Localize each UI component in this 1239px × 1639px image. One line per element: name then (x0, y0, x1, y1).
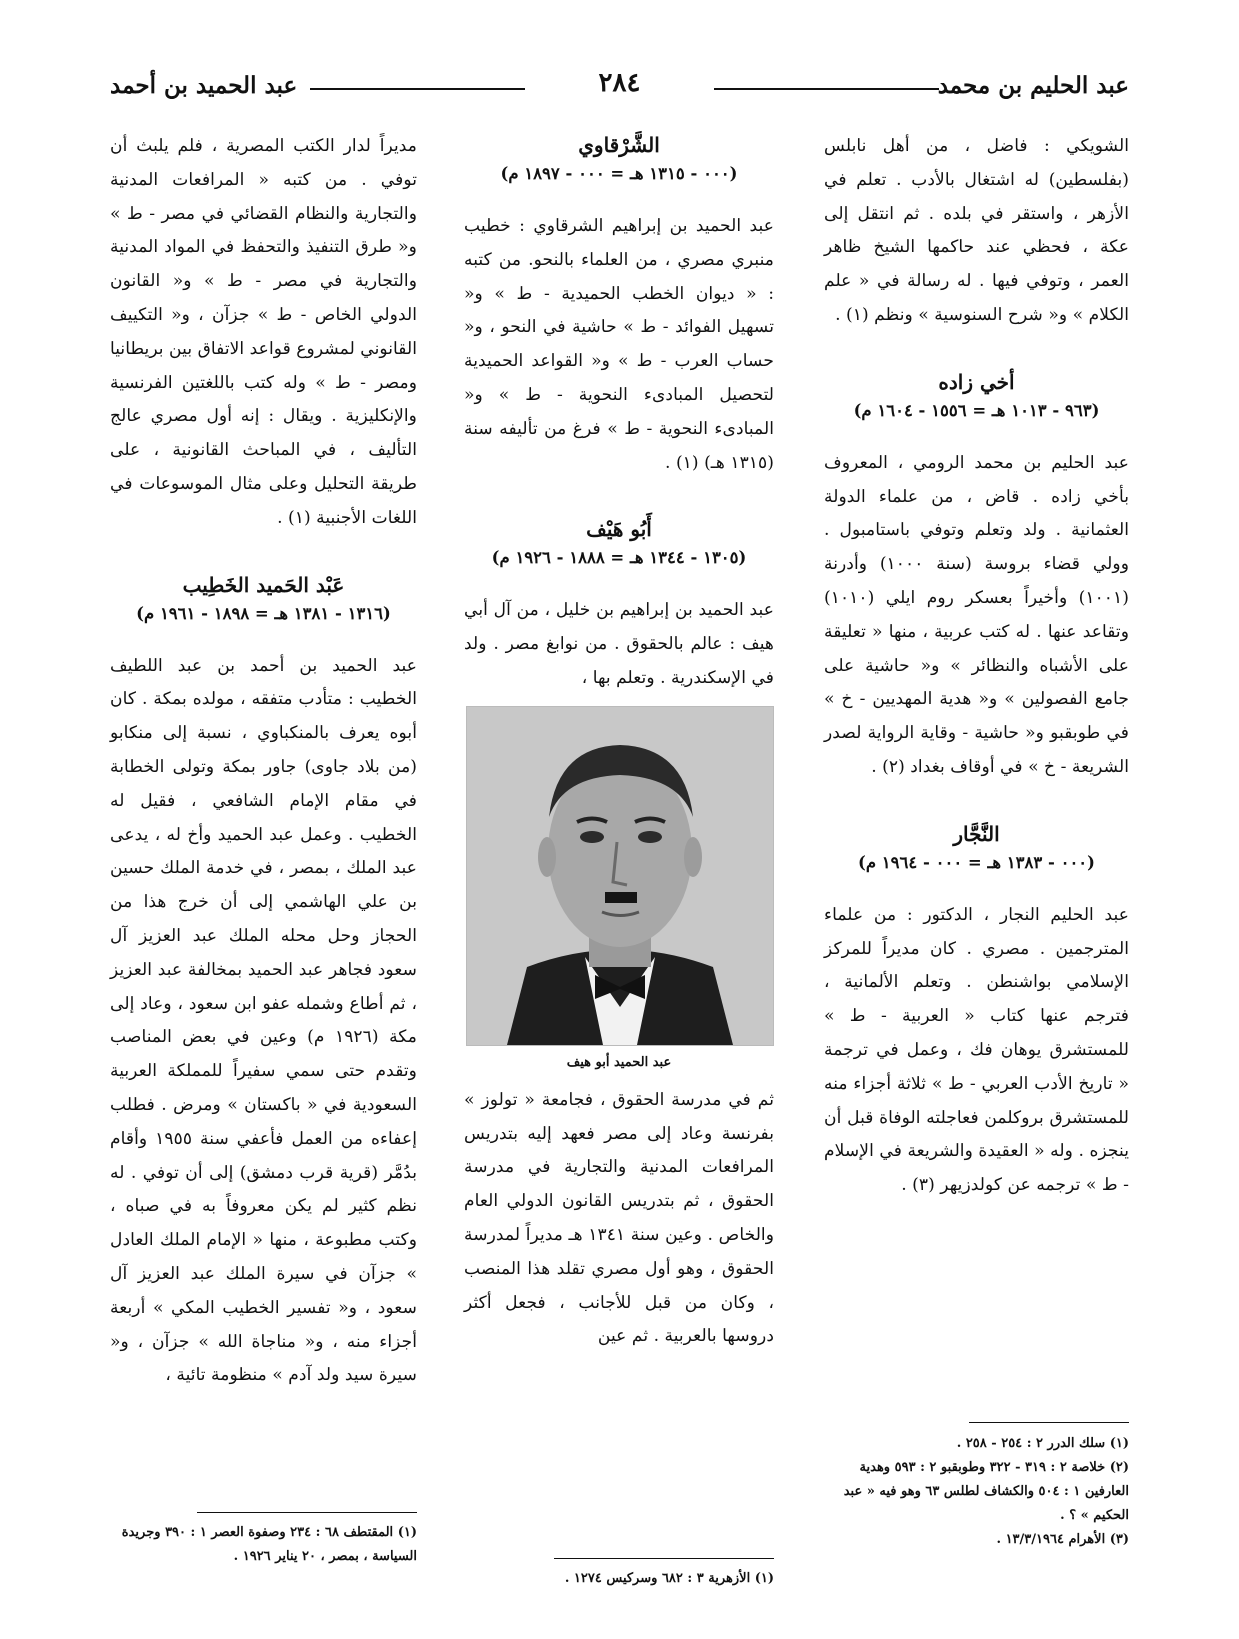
entry-dates-khatib: (١٣١٦ - ١٣٨١ هـ = ١٨٩٨ - ١٩٦١ م) (136, 603, 391, 623)
footnote-1: (١) سلك الدرر ٢ : ٢٥٤ - ٢٥٨ . (956, 1436, 1129, 1451)
entry-title-abu-haif: أَبُو هَيْف (586, 517, 652, 542)
portrait-illustration (467, 707, 773, 1045)
entry-title-najjar: النَّجَّار (953, 821, 1000, 846)
entry-text-khatib: عبد الحميد بن أحمد بن عبد اللطيف الخطيب : متأدب متفقه ، مولده بمكة . كان أبوه يعرف بالمنكباوي ، نسبة إلى منكابو (من بلاد جاوى) جاور بمكة وتولى الخطابة في مقام الإمام الشافعي ، فقيل له الخطيب . وعمل عبد الحميد وأخ له ، يدعى عبد الملك ، بمصر ، في خدمة الملك حسين بن علي الهاشمي إلى أن خرج هذا من الحجاز وحل محله الملك عبد العزيز آل سعود فجاهر عبد الحميد بمخالفة عبد العزيز ، ثم أطاع وشمله عفو ابن سعود ، وعاد إلى مكة (١٩٢٦ م) وعين في بعض المناصب وتقدم حتى سمي سفيراً للمملكة العربية السعودية في « باكستان » ومرض . فطلب إعفاءه من العمل فأعفي سنة ١٩٥٥ وأقام بدُمَّر (قرية قرب دمشق) إلى أن توفي . له نظم كثير لم يكن معروفاً به في صباه ، وكتب مطبوعة ، منها « الإمام الملك العادل » جزآن في سيرة الملك عبد العزيز آل سعود ، و« تفسير الخطيب المكي » أربعة أجزاء منه ، و« مناجاة الله » جزآن ، و« سيرة سيد ولد آدم » منظومة تائية ، (110, 655, 417, 1386)
footnote-middle-1: (١) الأزهرية ٣ : ٦٨٢ وسركيس ١٢٧٤ . (564, 1571, 774, 1586)
entry-text-akhi-zadeh: عبد الحليم بن محمد الرومي ، المعروف بأخي زاده . قاض ، من علماء الدولة العثمانية . ولد وتعلم وتوفي باستامبول . وولي قضاء بروسة (سنة ١٠٠٠) وأدرنة (١٠٠١) وأخيراً بعسكر روم ايلي (١٠١٠) وتقاعد عنها . له كتب عربية ، منها « تعليقة على الأشباه والنظائر » و« حاشية على جامع الفصولين » و« هدية المهديين - خ » في طوبقبو و« حاشية - وقاية الرواية لصدر الشريعة - خ » في أوقاف بغداد (٢) . (824, 452, 1129, 777)
footnote-rule-middle (554, 1558, 774, 1559)
footnote-2: (٢) خلاصة ٢ : ٣١٩ - ٣٢٢ وطوبقبو ٢ : ٥٩٣ وهدية العارفين ١ : ٥٠٤ والكشاف لطلس ٦٣ وهو فيه « عبد الحكيم » ؟ . (843, 1460, 1129, 1523)
footnote-left-1: (١) المقتطف ٦٨ : ٢٣٤ وصفوة العصر ١ : ٣٩٠ وجريدة السياسة ، بمصر ، ٢٠ يناير ١٩٢٦ . (121, 1525, 417, 1564)
footnotes-middle (464, 1567, 774, 1591)
entry-title-khatib: عَبْد الحَميد الخَطِيب (182, 572, 345, 597)
entry-dates-abu-haif: (١٣٠٥ - ١٣٤٤ هـ = ١٨٨٨ - ١٩٢٦ م) (491, 548, 747, 568)
entry-text-najjar: عبد الحليم النجار ، الدكتور : من علماء المترجمين . مصري . كان مديراً للمركز الإسلامي بواشنطن . وتعلم الألمانية ، فترجم عنها كتاب « العربية - ط » للمستشرق يوهان فك ، وعمل في ترجمة « تاريخ الأدب العربي - ط » ثلاثة أجزاء منه للمستشرق بروكلمن فعاجلته الوفاة قبل أن ينجزه . وله « العقيدة والشريعة في الإسلام - ط » ترجمه عن كولدزيهر (٣) . (824, 904, 1129, 1196)
entry-title-akhi-zadeh: أخي زاده (938, 369, 1015, 394)
entry-text-abu-haif-part2: ثم في مدرسة الحقوق ، فجامعة « تولوز » بفرنسة وعاد إلى مصر فعهد إليه بتدريس المرافعات المدنية والتجارية في مدرسة الحقوق ، ثم بتدريس القانون الدولي العام والخاص . وعين سنة ١٣٤١ هـ مديراً لمدرسة الحقوق ، وهو أول مصري تقلد هذا المنصب ، وكان من قبل للأجانب ، فجعل أكثر دروسها بالعربية . ثم عين (464, 1089, 775, 1347)
portrait-photo (466, 706, 774, 1046)
footnote-rule-left (197, 1512, 417, 1513)
footnotes-right (819, 1432, 1129, 1552)
footnote-rule-right (969, 1422, 1129, 1423)
column-left (110, 130, 417, 1393)
column-middle (464, 130, 774, 1354)
footnotes-left (107, 1521, 417, 1569)
column-right (824, 130, 1129, 1203)
header-right-title: عبد الحليم بن محمد (937, 72, 1129, 99)
running-header (110, 68, 1129, 112)
entry-dates-akhi-zadeh: (٩٦٣ - ١٠١٣ هـ = ١٥٥٦ - ١٦٠٤ م) (853, 400, 1100, 420)
entry-continuation-text: الشويكي : فاضل ، من أهل نابلس (بفلسطين) له اشتغال بالأدب . تعلم في الأزهر ، واستقر في بلده . ثم انتقل إلى عكة ، فحظي عند حاكمها الشيخ ظاهر العمر ، وتوفي فيها . له رسالة في « علم الكلام » و« شرح السنوسية » ونظم (١) . (824, 136, 1129, 325)
header-rule-left (310, 88, 525, 90)
header-left-title: عبد الحميد بن أحمد (110, 72, 298, 99)
footnote-3: (٣) الأهرام ١٣/٣/١٩٦٤ . (996, 1532, 1129, 1547)
header-rule-right (714, 88, 939, 90)
entry-text-abu-haif-part1: عبد الحميد بن إبراهيم بن خليل ، من آل أبي هيف : عالم بالحقوق . من نوابغ مصر . ولد في الإسكندرية . وتعلم بها ، (464, 600, 774, 688)
entry-dates-najjar: (٠٠٠ - ١٣٨٣ هـ = ٠٠٠ - ١٩٦٤ م) (858, 852, 1095, 872)
portrait-caption: عبد الحميد أبو هيف (566, 1054, 672, 1070)
entry-text-sharqawi: عبد الحميد بن إبراهيم الشرقاوي : خطيب منبري مصري ، من العلماء بالنحو. من كتبه : « ديوان الخطب الحميدية - ط » و« تسهيل الفوائد - ط » حاشية في النحو ، و« حساب العرب - ط » و« القواعد الحميدية لتحصيل المبادىء النحوية - ط » و« المبادىء النحوية - ط » فرغ من تأليفه سنة (١٣١٥ هـ) (١) . (464, 216, 774, 473)
entry-title-sharqawi: الشَّرْقاوي (578, 133, 660, 157)
entry-dates-sharqawi: (٠٠٠ - ١٣١٥ هـ = ٠٠٠ - ١٨٩٧ م) (500, 164, 738, 183)
page-number: ٢٨٤ (587, 68, 653, 98)
entry-continuation-abu-haif: مديراً لدار الكتب المصرية ، فلم يلبث أن توفي . من كتبه « المرافعات المدنية والتجارية والنظام القضائي في مصر - ط » و« طرق التنفيذ والتحفظ في المواد المدنية والتجارية في مصر - ط » و« القانون الدولي الخاص - ط » جزآن ، و« التكييف القانوني لمشروع قواعد الاتفاق بين بريطانيا ومصر - ط » وله كتب باللغتين الفرنسية والإنكليزية . ويقال : إنه أول مصري عالج التأليف ، في المباحث القانونية ، على طريقة التحليل وعلى مثال الموسوعات في اللغات الأجنبية (١) . (110, 136, 417, 528)
